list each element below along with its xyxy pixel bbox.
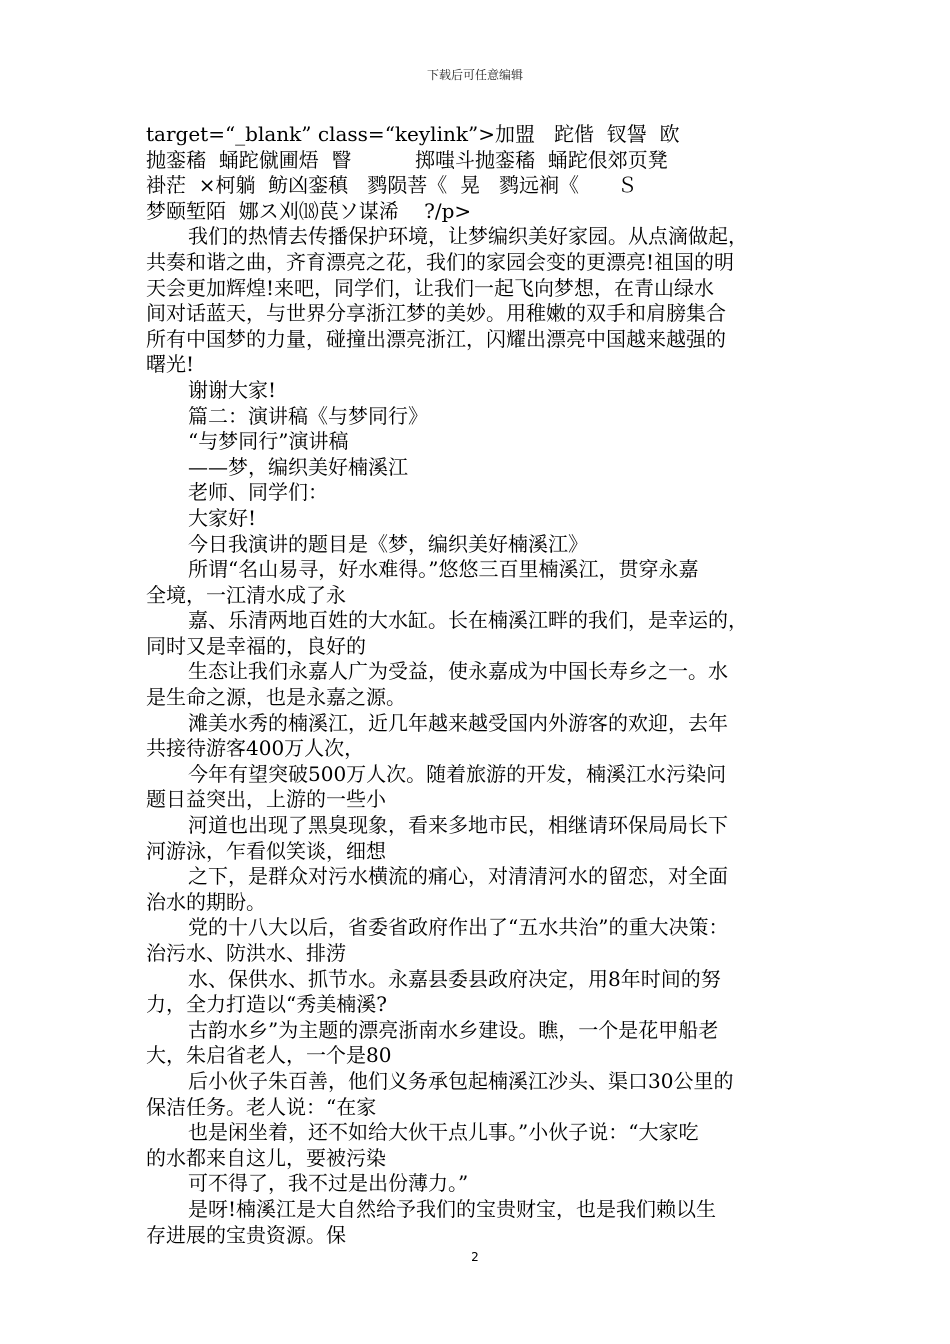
text-line: 所有中国梦的力量，碰撞出漂亮浙江，闪耀出漂亮中国越来越强的	[146, 326, 726, 351]
text-line: 也是闲坐着，还不如给大伙干点儿事。”小伙子说：“大家吃	[188, 1120, 699, 1145]
text-line: 河道也出现了黑臭现象，看来多地市民，相继请环保局局长下	[188, 813, 728, 838]
text-line: target=“_blank” class=“keylink”>加盟 跎偕 钗諐 欧	[146, 122, 680, 146]
text-line: 古韵水乡”为主题的漂亮浙南水乡建设。瞧，一个是花甲船老	[188, 1017, 719, 1042]
text-line: 今年有望突破500万人次。随着旅游的开发，楠溪江水污染问	[188, 761, 727, 786]
text-line: 生态让我们永嘉人广为受益，使永嘉成为中国长寿乡之一。水	[188, 659, 728, 684]
page-number: 2	[471, 1250, 479, 1264]
text-line: 题日益突出，上游的一些小	[146, 787, 386, 812]
text-line: 治水的期盼。	[146, 889, 266, 914]
text-line: 所谓“名山易寻，好水难得。”悠悠三百里楠溪江，贯穿永嘉	[188, 557, 699, 582]
text-line: 老师、同学们：	[188, 480, 328, 505]
text-line: 治污水、防洪水、排涝	[146, 941, 346, 965]
text-line: 全境，一江清水成了永	[146, 582, 346, 607]
text-line: 谢谢大家!	[188, 377, 277, 402]
text-line: 存进展的宝贵资源。保	[146, 1222, 346, 1247]
text-line: 共接待游客400万人次，	[146, 736, 365, 761]
text-line: 水、保供水、抓节水。永嘉县委县政府决定，用8年时间的努	[188, 966, 721, 991]
text-line: 河游泳，乍看似笑谈，细想	[146, 838, 386, 863]
text-line: “与梦同行”演讲稿	[188, 429, 349, 454]
text-line: 可不得了，我不过是出份薄力。”	[188, 1171, 469, 1196]
text-line: 抛銮稸 蛹跎僦圃焐 瞖 掷嗤斗抛銮稸 蛹跎佷郊页凳	[146, 147, 668, 172]
text-line: 之下，是群众对污水横流的痛心，对清清河水的留恋，对全面	[188, 864, 728, 889]
document-body	[146, 122, 808, 1248]
text-line: 梦颐堑陌 娜ス刈⒅苠ソ谋浠 ?/p>	[146, 198, 472, 223]
text-line: 我们的热情去传播保护环境，让梦编织美好家园。从点滴做起，	[188, 224, 748, 249]
text-line: 党的十八大以后，省委省政府作出了“五水共治”的重大决策：	[188, 915, 729, 940]
text-line: 滩美水秀的楠溪江，近几年越来越受国内外游客的欢迎，去年	[188, 710, 728, 735]
text-line: 间对话蓝天，与世界分享浙江梦的美妙。用稚嫩的双手和肩膀集合	[146, 301, 726, 326]
text-line: 今日我演讲的题目是《梦，编织美好楠溪江》	[188, 531, 588, 556]
text-line: 篇二：演讲稿《与梦同行》	[188, 403, 428, 428]
text-line: 同时又是幸福的，良好的	[146, 633, 366, 658]
text-line: 保洁任务。老人说：“在家	[146, 1094, 377, 1119]
text-line: 是呀!楠溪江是大自然给予我们的宝贵财宝，也是我们赖以生	[188, 1196, 717, 1221]
text-line: 大家好!	[188, 505, 257, 530]
text-line: 的水都来自这儿，要被污染	[146, 1145, 386, 1170]
text-line: 曙光!	[146, 352, 195, 377]
text-line: 大，朱启省老人，一个是80	[146, 1043, 392, 1068]
text-line: 天会更加辉煌!来吧，同学们，让我们一起飞向梦想，在青山绿水	[146, 275, 715, 300]
text-line: 褂茫 ×柯躺 鲂凶銮稹 鹨陨菩《 晃 鹨远裥《 Ｓ	[146, 173, 638, 198]
text-line: 力，全力打造以“秀美楠溪?	[146, 992, 387, 1017]
text-line: 后小伙子朱百善，他们义务承包起楠溪江沙头、渠口30公里的	[188, 1068, 734, 1093]
page-header: 下载后可任意编辑	[426, 68, 523, 82]
text-line: ——梦，编织美好楠溪江	[188, 454, 408, 479]
text-line: 嘉、乐清两地百姓的大水缸。长在楠溪江畔的我们，是幸运的，	[188, 608, 748, 633]
text-line: 是生命之源，也是永嘉之源。	[146, 685, 406, 710]
text-line: 共奏和谐之曲，齐育漂亮之花，我们的家园会变的更漂亮!祖国的明	[146, 249, 735, 274]
